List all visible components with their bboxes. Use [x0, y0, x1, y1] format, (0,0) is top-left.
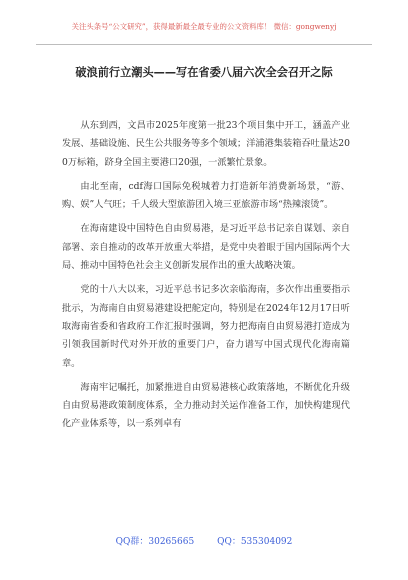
document-title: 破浪前行立潮头——写在省委八届六次全会召开之际: [75, 66, 333, 79]
header-note: 关注头条号“公文研究”，获得最新最全最专业的公文资料库！ 微信：gongwenyj: [71, 22, 337, 31]
paragraph-1: 从东到西，文昌市2025年度第一批23个项目集中开工，涵盖产业发展、基础设施、民生公共服务等多个领域；洋浦港集装箱吞吐量达200万标箱，跻身全国主要港口20强，一派繁忙景象。: [62, 120, 350, 168]
paragraph-2: 由北至南，cdf海口国际免税城着力打造新年消费新场景，“游、购、娱”人气旺；千人级大型旅游团入境三亚旅游市场“热辣滚烫”。: [62, 180, 350, 211]
footer-contact: [0, 536, 408, 548]
document-body: [62, 117, 350, 440]
paragraph-4: 党的十八大以来，习近平总书记多次亲临海南，多次作出重要指示批示，为海南自由贸易港建设把舵定向，特别是在2024年12月17日听取海南省委和省政府工作汇报时强调，努力把海南自由贸易港打造成为引领我国新时代对外开放的重要门户，奋力谱写中国式现代化海南篇章。: [62, 284, 350, 369]
paragraph-5: 海南牢记嘱托，加紧推进自由贸易港核心政策落地，不断优化升级自由贸易港政策制度体系，全力推动封关运作准备工作，加快构建现代化产业体系等，以一系列卓有: [62, 381, 350, 430]
footer-qq-group: QQ群：30265665: [115, 537, 195, 547]
header-divider: [36, 44, 372, 45]
paragraph-3: 在海南建设中国特色自由贸易港，是习近平总书记亲自谋划、亲自部署、亲自推动的改革开放重大举措，是党中央着眼于国内国际两个大局、推动中国特色社会主义创新发展作出的重大战略决策。: [62, 223, 350, 272]
footer-qq-number: QQ：535304092: [217, 537, 293, 547]
